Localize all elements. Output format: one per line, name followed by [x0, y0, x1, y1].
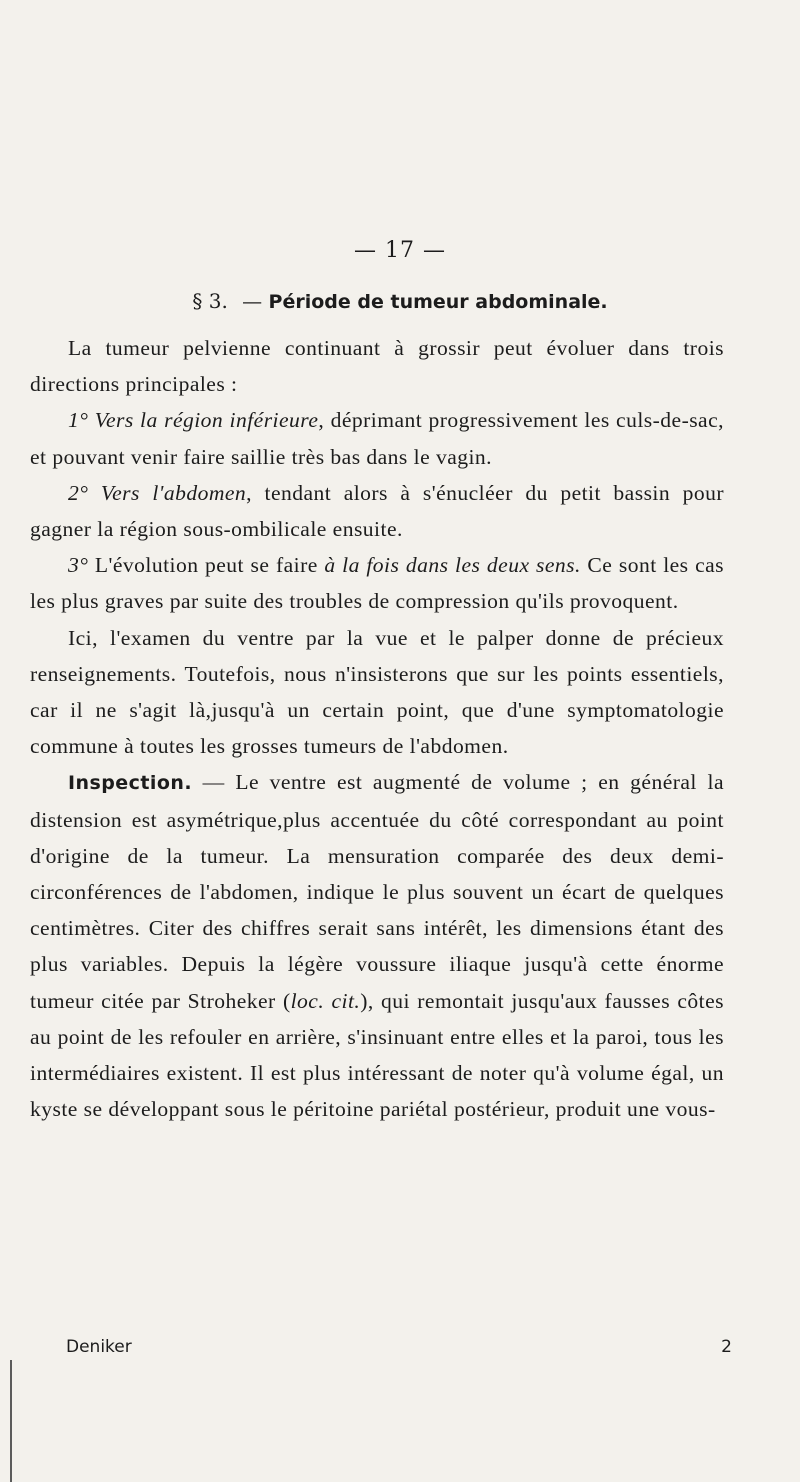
signature-line	[66, 1337, 732, 1357]
inspection-text-part-1: — Le ventre est augmenté de volume ; en général la distension est asymétrique,plus accentuée du côté correspondant au point d'origine de la tumeur. La mensuration comparée des deux demi-circonférences de l'abdomen, indique le plus souvent un écart de quelques centimètres. Citer des chiffres serait sans intérêt, les dimensions étant des plus variables. Depuis la légère voussure iliaque jusqu'à cette énorme tumeur citée par Stroheker (	[30, 770, 724, 1013]
signature-author: Deniker	[66, 1337, 132, 1357]
direction-2-number: 2°	[68, 480, 89, 505]
direction-3-lead: L'évolution peut se faire	[88, 553, 325, 578]
direction-2-text: , tendant alors à s'énucléer du petit bassin pour gagner la région sous-ombilicale ensuite.	[30, 480, 724, 542]
signature-number: 2	[721, 1337, 732, 1357]
direction-1-number: 1°	[68, 408, 89, 433]
page-number: — 17 —	[354, 238, 446, 263]
section-title: Période de tumeur abdominale.	[268, 291, 608, 313]
direction-3-number: 3°	[68, 553, 89, 578]
direction-2-title: Vers l'abdomen	[100, 480, 247, 505]
paragraph-direction-2	[30, 475, 724, 547]
direction-1-text: , déprimant progressivement les culs-de-sac, et pouvant venir faire saillie très bas dans le vagin.	[30, 408, 724, 469]
section-heading	[0, 289, 800, 313]
body-text	[30, 330, 724, 1127]
direction-1-title: Vers la région inférieure	[94, 408, 319, 433]
paragraph-direction-3	[30, 547, 724, 619]
paragraph-ici: Ici, l'examen du ventre par la vue et le palper donne de précieux renseignements. Toutefois, nous n'insisterons que sur les points essentiels, car il ne s'agit là,jusqu'à un certain point, que d'une symptomatologie commune à toutes les grosses tumeurs de l'abdomen.	[30, 625, 724, 759]
page-edge-shadow	[10, 1360, 12, 1482]
paragraph-inspection	[30, 764, 724, 1127]
section-dash: —	[242, 289, 263, 313]
inspection-label: Inspection.	[68, 772, 192, 795]
paragraph-direction-1	[30, 402, 724, 474]
direction-3-text: Ce sont les cas les plus graves par suite des troubles de compression qu'ils provoquent.	[30, 553, 724, 614]
inspection-text-part-2: ), qui remontait jusqu'aux fausses côtes au point de les refouler en arrière, s'insinuant entre elles et la paroi, tous les intermédiaires existent. Il est plus intéressant de noter qu'à volume égal, un kyste se développant sous le péritoine pariétal postérieur, produit une vous-	[30, 988, 724, 1122]
section-mark: § 3.	[192, 289, 228, 313]
direction-3-emphasis: à la fois dans les deux sens.	[324, 553, 581, 578]
inspection-citation: loc. cit.	[290, 988, 361, 1013]
paragraph-intro: La tumeur pelvienne continuant à grossir peut évoluer dans trois directions principales :	[30, 336, 724, 397]
